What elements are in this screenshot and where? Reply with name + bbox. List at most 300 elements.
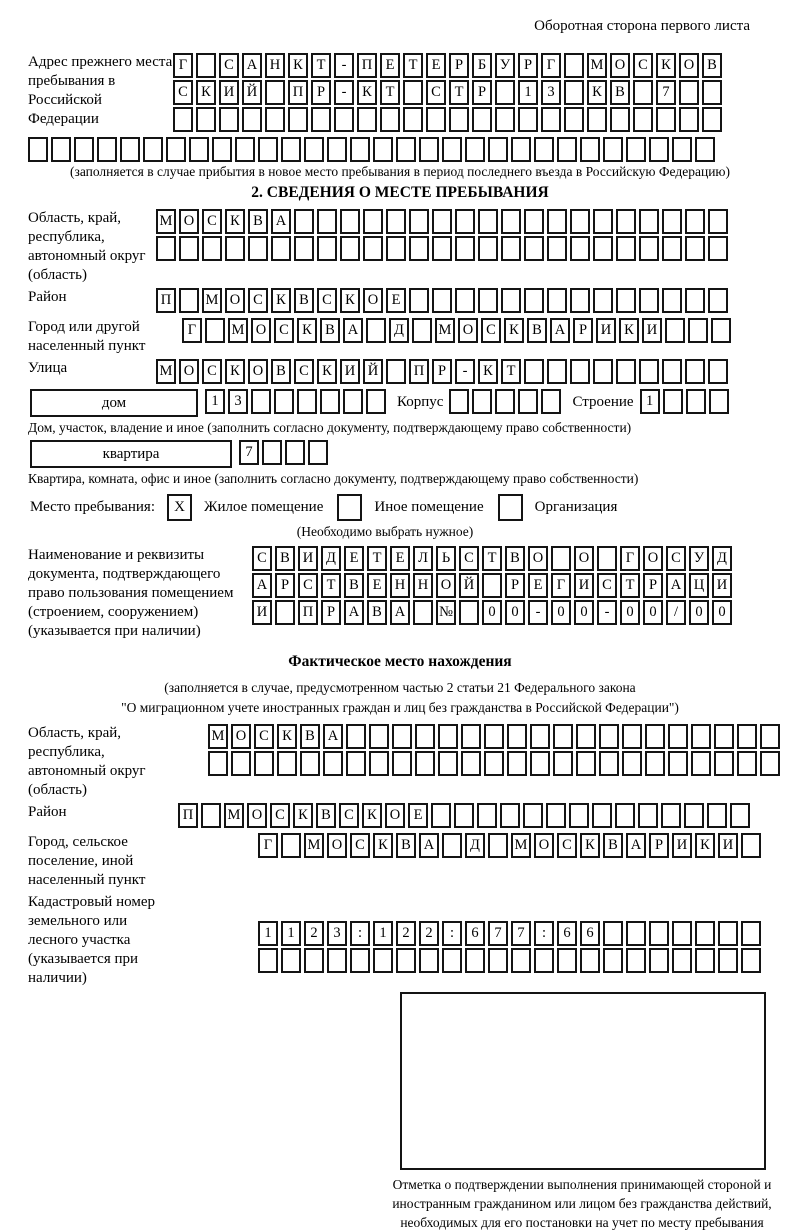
char-cell-filled: О xyxy=(327,833,347,858)
char-cell-filled: К xyxy=(362,803,382,828)
korpus-label: Корпус xyxy=(397,394,444,410)
char-cell-empty xyxy=(258,948,278,973)
char-row xyxy=(205,389,389,414)
char-cell-filled: 2 xyxy=(396,921,416,946)
char-cell-empty xyxy=(465,948,485,973)
char-cell-filled: 0 xyxy=(551,600,571,625)
char-cell-empty xyxy=(714,724,734,749)
char-cell-filled: Р xyxy=(275,573,295,598)
char-cell-empty xyxy=(201,803,221,828)
document-field xyxy=(28,546,772,641)
char-cell-empty xyxy=(718,921,738,946)
char-cell-empty xyxy=(695,137,715,162)
char-cell-empty xyxy=(432,209,452,234)
prev-address-rows xyxy=(173,53,725,134)
prev-address-note: (заполняется в случае прибытия в новое место пребывания в период последнего въезда в Российскую Федерацию) xyxy=(69,164,731,179)
char-cell-empty xyxy=(730,803,750,828)
char-cell-empty xyxy=(662,209,682,234)
char-cell-filled: Р xyxy=(449,53,469,78)
char-cell-filled: М xyxy=(208,724,228,749)
char-row xyxy=(156,209,731,234)
char-row xyxy=(258,948,764,973)
char-cell-empty xyxy=(343,389,363,414)
checkbox-organization xyxy=(498,494,523,521)
char-cell-filled: В xyxy=(316,803,336,828)
char-cell-filled: В xyxy=(294,288,314,313)
char-cell-filled: К xyxy=(357,80,377,105)
char-cell-filled: С xyxy=(633,53,653,78)
actual-location-note xyxy=(28,678,772,718)
char-cell-filled: Р xyxy=(518,53,538,78)
char-cell-empty xyxy=(551,546,571,571)
char-cell-filled: К xyxy=(478,359,498,384)
char-cell-empty xyxy=(327,137,347,162)
char-cell-filled: 0 xyxy=(689,600,709,625)
char-cell-empty xyxy=(242,107,262,132)
char-cell-empty xyxy=(547,236,567,261)
char-cell-empty xyxy=(760,751,780,776)
char-cell-filled: М xyxy=(224,803,244,828)
char-cell-empty xyxy=(523,803,543,828)
char-cell-filled: М xyxy=(156,209,176,234)
char-row xyxy=(208,751,783,776)
char-cell-empty xyxy=(495,80,515,105)
char-cell-empty xyxy=(472,389,492,414)
char-cell-empty xyxy=(495,389,515,414)
char-cell-filled: К xyxy=(317,359,337,384)
page-title: Оборотная сторона первого листа xyxy=(534,18,750,34)
char-cell-empty xyxy=(668,751,688,776)
char-cell-empty xyxy=(300,751,320,776)
char-cell-empty xyxy=(477,803,497,828)
char-cell-empty xyxy=(541,107,561,132)
char-cell-filled: С xyxy=(426,80,446,105)
char-cell-filled: А xyxy=(419,833,439,858)
char-cell-filled: К xyxy=(695,833,715,858)
char-cell-filled: : xyxy=(442,921,462,946)
char-cell-empty xyxy=(507,751,527,776)
char-cell-empty xyxy=(156,236,176,261)
char-cell-filled: В xyxy=(505,546,525,571)
char-cell-filled: 0 xyxy=(620,600,640,625)
char-cell-empty xyxy=(409,209,429,234)
char-cell-empty xyxy=(472,107,492,132)
char-cell-empty xyxy=(711,318,731,343)
char-cell-empty xyxy=(297,389,317,414)
char-cell-filled: П xyxy=(298,600,318,625)
char-cell-filled: А xyxy=(390,600,410,625)
house-note: Дом, участок, владение и иное (заполнить согласно документу, подтверждающему право собственности) xyxy=(28,420,632,435)
char-cell-filled: А xyxy=(343,318,363,343)
char-cell-empty xyxy=(709,389,729,414)
char-cell-filled: К xyxy=(271,288,291,313)
char-cell-empty xyxy=(442,833,462,858)
fact-region-label-text: Область, край, республика, автономный округ (область) xyxy=(28,725,146,798)
char-cell-filled: М xyxy=(511,833,531,858)
char-cell-filled: К xyxy=(619,318,639,343)
char-cell-filled: У xyxy=(689,546,709,571)
char-cell-empty xyxy=(741,948,761,973)
char-cell-empty xyxy=(262,440,282,465)
char-cell-empty xyxy=(320,389,340,414)
char-cell-filled: С xyxy=(173,80,193,105)
char-cell-filled: Т xyxy=(380,80,400,105)
char-row xyxy=(173,53,725,78)
char-cell-filled: Н xyxy=(390,573,410,598)
char-cell-filled: Г xyxy=(541,53,561,78)
char-cell-filled: Ь xyxy=(436,546,456,571)
char-cell-empty xyxy=(668,724,688,749)
char-cell-empty xyxy=(281,833,301,858)
char-cell-empty xyxy=(403,107,423,132)
char-cell-empty xyxy=(580,137,600,162)
char-cell-empty xyxy=(189,137,209,162)
fact-region-field xyxy=(28,724,772,800)
char-cell-empty xyxy=(685,359,705,384)
stay-type-option-other: Иное помещение xyxy=(374,499,484,515)
char-cell-empty xyxy=(685,209,705,234)
char-cell-filled: Д xyxy=(712,546,732,571)
apartment-row xyxy=(30,440,772,468)
apartment-note: Квартира, комната, офис и иное (заполнить согласно документу, подтверждающему право собственности) xyxy=(28,471,639,486)
actual-location-title: Фактическое место нахождения xyxy=(288,653,512,670)
char-cell-filled: М xyxy=(228,318,248,343)
char-cell-filled: 2 xyxy=(419,921,439,946)
cadastral-field xyxy=(28,893,772,988)
prev-address-label: Адрес прежнего места пребывания в Российской Федерации xyxy=(28,54,173,127)
char-cell-empty xyxy=(304,948,324,973)
city-label: Город или другой населенный пункт xyxy=(28,319,146,354)
char-cell-empty xyxy=(615,803,635,828)
char-cell-filled: В xyxy=(610,80,630,105)
char-cell-empty xyxy=(684,803,704,828)
char-cell-filled: О xyxy=(225,288,245,313)
char-cell-filled: / xyxy=(666,600,686,625)
char-cell-filled: Т xyxy=(311,53,331,78)
char-cell-filled: 0 xyxy=(574,600,594,625)
char-cell-filled: Г xyxy=(173,53,193,78)
char-cell-empty xyxy=(51,137,71,162)
char-cell-filled: 6 xyxy=(580,921,600,946)
char-cell-empty xyxy=(622,751,642,776)
char-cell-empty xyxy=(386,236,406,261)
char-cell-filled: С xyxy=(248,288,268,313)
char-cell-filled: Г xyxy=(258,833,278,858)
char-cell-empty xyxy=(254,751,274,776)
char-cell-filled: 0 xyxy=(643,600,663,625)
stamp-area xyxy=(392,992,772,1232)
char-cell-empty xyxy=(702,80,722,105)
char-cell-empty xyxy=(760,724,780,749)
char-cell-empty xyxy=(638,803,658,828)
char-cell-filled: П xyxy=(288,80,308,105)
char-cell-filled: П xyxy=(156,288,176,313)
char-cell-filled: Д xyxy=(321,546,341,571)
fact-region-label xyxy=(28,724,178,800)
char-cell-empty xyxy=(205,318,225,343)
char-cell-empty xyxy=(649,948,669,973)
char-cell-empty xyxy=(426,107,446,132)
actual-location-note-line2: "О миграционном учете иностранных граждан и лиц без гражданства в Российской Федерации") xyxy=(121,700,679,715)
char-cell-filled: С xyxy=(298,573,318,598)
char-cell-empty xyxy=(707,803,727,828)
char-cell-filled: И xyxy=(712,573,732,598)
char-cell-filled: С xyxy=(294,359,314,384)
char-cell-filled: К xyxy=(225,209,245,234)
char-cell-empty xyxy=(478,288,498,313)
char-cell-filled: П xyxy=(178,803,198,828)
char-cell-empty xyxy=(570,209,590,234)
char-cell-filled: В xyxy=(300,724,320,749)
char-cell-filled: А xyxy=(323,724,343,749)
char-cell-empty xyxy=(500,803,520,828)
char-cell-filled: Р xyxy=(311,80,331,105)
char-cell-empty xyxy=(235,137,255,162)
char-cell-empty xyxy=(580,948,600,973)
char-cell-filled: 0 xyxy=(712,600,732,625)
char-cell-filled: 7 xyxy=(511,921,531,946)
char-cell-empty xyxy=(173,107,193,132)
char-cell-empty xyxy=(679,80,699,105)
stay-type-note: (Необходимо выбрать нужное) xyxy=(296,524,474,539)
street-field xyxy=(28,359,772,386)
char-cell-filled: Й xyxy=(242,80,262,105)
char-row xyxy=(178,803,753,828)
char-cell-filled: С xyxy=(202,359,222,384)
char-cell-empty xyxy=(449,107,469,132)
char-cell-filled: Е xyxy=(344,546,364,571)
char-cell-filled: К xyxy=(225,359,245,384)
char-cell-empty xyxy=(275,600,295,625)
char-cell-filled: К xyxy=(293,803,313,828)
char-cell-empty xyxy=(179,236,199,261)
char-cell-filled: А xyxy=(271,209,291,234)
char-cell-filled: С xyxy=(339,803,359,828)
char-cell-empty xyxy=(432,236,452,261)
char-cell-filled: 1 xyxy=(373,921,393,946)
stroenie-label: Строение xyxy=(572,394,634,410)
char-cell-filled: О xyxy=(363,288,383,313)
char-cell-filled: О xyxy=(385,803,405,828)
char-cell-empty xyxy=(317,209,337,234)
char-cell-filled: И xyxy=(252,600,272,625)
char-cell-filled: С xyxy=(270,803,290,828)
region-label-text: Область, край, республика, автономный округ (область) xyxy=(28,210,146,283)
char-cell-empty xyxy=(570,359,590,384)
char-cell-filled: О xyxy=(231,724,251,749)
char-cell-filled: 3 xyxy=(228,389,248,414)
char-cell-empty xyxy=(593,236,613,261)
char-cell-empty xyxy=(597,546,617,571)
char-cell-filled: С xyxy=(219,53,239,78)
char-row xyxy=(258,833,764,858)
char-cell-empty xyxy=(274,389,294,414)
char-cell-empty xyxy=(442,137,462,162)
char-row xyxy=(252,546,735,571)
char-cell-filled: О xyxy=(643,546,663,571)
char-cell-empty xyxy=(74,137,94,162)
char-cell-empty xyxy=(741,921,761,946)
char-cell-filled: О xyxy=(247,803,267,828)
char-cell-filled: Ц xyxy=(689,573,709,598)
apartment-type-box: квартира xyxy=(30,440,232,468)
city-field xyxy=(28,318,772,356)
char-cell-filled: Т xyxy=(367,546,387,571)
char-cell-empty xyxy=(308,440,328,465)
char-cell-empty xyxy=(695,921,715,946)
char-cell-filled: 1 xyxy=(640,389,660,414)
char-row xyxy=(156,359,731,384)
char-cell-empty xyxy=(546,803,566,828)
char-cell-filled: - xyxy=(597,600,617,625)
char-cell-filled: Р xyxy=(321,600,341,625)
char-cell-empty xyxy=(672,948,692,973)
char-cell-empty xyxy=(530,724,550,749)
char-cell-empty xyxy=(507,724,527,749)
char-cell-empty xyxy=(569,803,589,828)
char-cell-filled: О xyxy=(679,53,699,78)
char-cell-empty xyxy=(438,751,458,776)
char-cell-empty xyxy=(304,137,324,162)
char-cell-filled: П xyxy=(357,53,377,78)
char-cell-empty xyxy=(251,389,271,414)
char-cell-empty xyxy=(281,137,301,162)
char-cell-empty xyxy=(702,107,722,132)
char-cell-empty xyxy=(438,724,458,749)
char-cell-filled: О xyxy=(179,359,199,384)
char-cell-empty xyxy=(413,600,433,625)
char-row xyxy=(640,389,732,414)
char-cell-empty xyxy=(459,600,479,625)
char-cell-empty xyxy=(488,833,508,858)
char-cell-filled: Н xyxy=(413,573,433,598)
char-cell-filled: Е xyxy=(528,573,548,598)
char-cell-empty xyxy=(501,236,521,261)
char-cell-filled: И xyxy=(574,573,594,598)
char-cell-filled: 2 xyxy=(304,921,324,946)
char-cell-empty xyxy=(564,80,584,105)
char-cell-empty xyxy=(663,389,683,414)
char-cell-empty xyxy=(557,137,577,162)
char-cell-filled: 1 xyxy=(258,921,278,946)
char-cell-empty xyxy=(323,751,343,776)
char-cell-filled: В xyxy=(320,318,340,343)
char-cell-empty xyxy=(665,318,685,343)
char-cell-filled: Т xyxy=(620,573,640,598)
char-cell-filled: Е xyxy=(367,573,387,598)
char-cell-filled: Р xyxy=(643,573,663,598)
char-cell-empty xyxy=(599,724,619,749)
prev-address-field xyxy=(28,53,772,134)
char-cell-filled: К xyxy=(297,318,317,343)
char-cell-filled: Г xyxy=(182,318,202,343)
char-cell-filled: Е xyxy=(408,803,428,828)
char-cell-empty xyxy=(495,107,515,132)
char-cell-empty xyxy=(28,137,48,162)
char-cell-empty xyxy=(488,137,508,162)
char-row xyxy=(252,573,735,598)
char-cell-empty xyxy=(593,359,613,384)
char-cell-empty xyxy=(547,209,567,234)
char-cell-filled: К xyxy=(580,833,600,858)
char-cell-filled: С xyxy=(317,288,337,313)
char-cell-empty xyxy=(97,137,117,162)
char-cell-empty xyxy=(248,236,268,261)
char-cell-empty xyxy=(294,209,314,234)
char-cell-filled: С xyxy=(459,546,479,571)
char-cell-filled: А xyxy=(252,573,272,598)
char-cell-empty xyxy=(524,236,544,261)
char-cell-filled: К xyxy=(587,80,607,105)
char-cell-filled: Д xyxy=(389,318,409,343)
char-cell-empty xyxy=(511,137,531,162)
char-cell-filled: К xyxy=(373,833,393,858)
char-cell-empty xyxy=(419,137,439,162)
char-cell-filled: - xyxy=(455,359,475,384)
char-cell-empty xyxy=(547,288,567,313)
char-cell-empty xyxy=(564,107,584,132)
stamp-box xyxy=(400,992,766,1170)
char-cell-empty xyxy=(484,724,504,749)
document-label: Наименование и реквизиты документа, подтверждающего право пользования помещением (строением, сооружением) (указывается при наличии) xyxy=(28,547,234,639)
char-cell-empty xyxy=(645,751,665,776)
char-cell-empty xyxy=(649,137,669,162)
char-cell-empty xyxy=(202,236,222,261)
char-cell-empty xyxy=(265,107,285,132)
char-cell-empty xyxy=(557,948,577,973)
char-cell-filled: О xyxy=(251,318,271,343)
char-cell-filled: Е xyxy=(390,546,410,571)
char-cell-filled: М xyxy=(304,833,324,858)
char-cell-empty xyxy=(593,209,613,234)
char-cell-empty xyxy=(576,751,596,776)
char-cell-empty xyxy=(633,80,653,105)
char-cell-empty xyxy=(258,137,278,162)
char-cell-empty xyxy=(334,107,354,132)
char-cell-empty xyxy=(327,948,347,973)
district-label: Район xyxy=(28,289,67,305)
char-cell-empty xyxy=(708,288,728,313)
char-cell-empty xyxy=(662,236,682,261)
char-cell-empty xyxy=(350,137,370,162)
cadastral-rows xyxy=(178,893,764,975)
char-cell-empty xyxy=(488,948,508,973)
char-cell-empty xyxy=(626,921,646,946)
stay-type-option-organization: Организация xyxy=(534,499,618,515)
char-cell-filled: В xyxy=(344,573,364,598)
char-cell-empty xyxy=(179,288,199,313)
char-cell-filled: 3 xyxy=(327,921,347,946)
char-cell-filled: О xyxy=(179,209,199,234)
stay-type-option-residential: Жилое помещение xyxy=(204,499,324,515)
char-cell-empty xyxy=(288,107,308,132)
char-cell-empty xyxy=(530,751,550,776)
char-cell-empty xyxy=(686,389,706,414)
fact-region-rows xyxy=(178,724,783,778)
char-cell-filled: С xyxy=(481,318,501,343)
char-cell-empty xyxy=(708,209,728,234)
char-cell-empty xyxy=(369,751,389,776)
char-cell-empty xyxy=(143,137,163,162)
char-cell-empty xyxy=(622,724,642,749)
char-cell-empty xyxy=(449,389,469,414)
char-cell-filled: № xyxy=(436,600,456,625)
char-cell-empty xyxy=(524,359,544,384)
char-cell-filled: Й xyxy=(363,359,383,384)
char-cell-filled: 1 xyxy=(518,80,538,105)
char-cell-empty xyxy=(346,724,366,749)
house-row xyxy=(30,389,772,417)
